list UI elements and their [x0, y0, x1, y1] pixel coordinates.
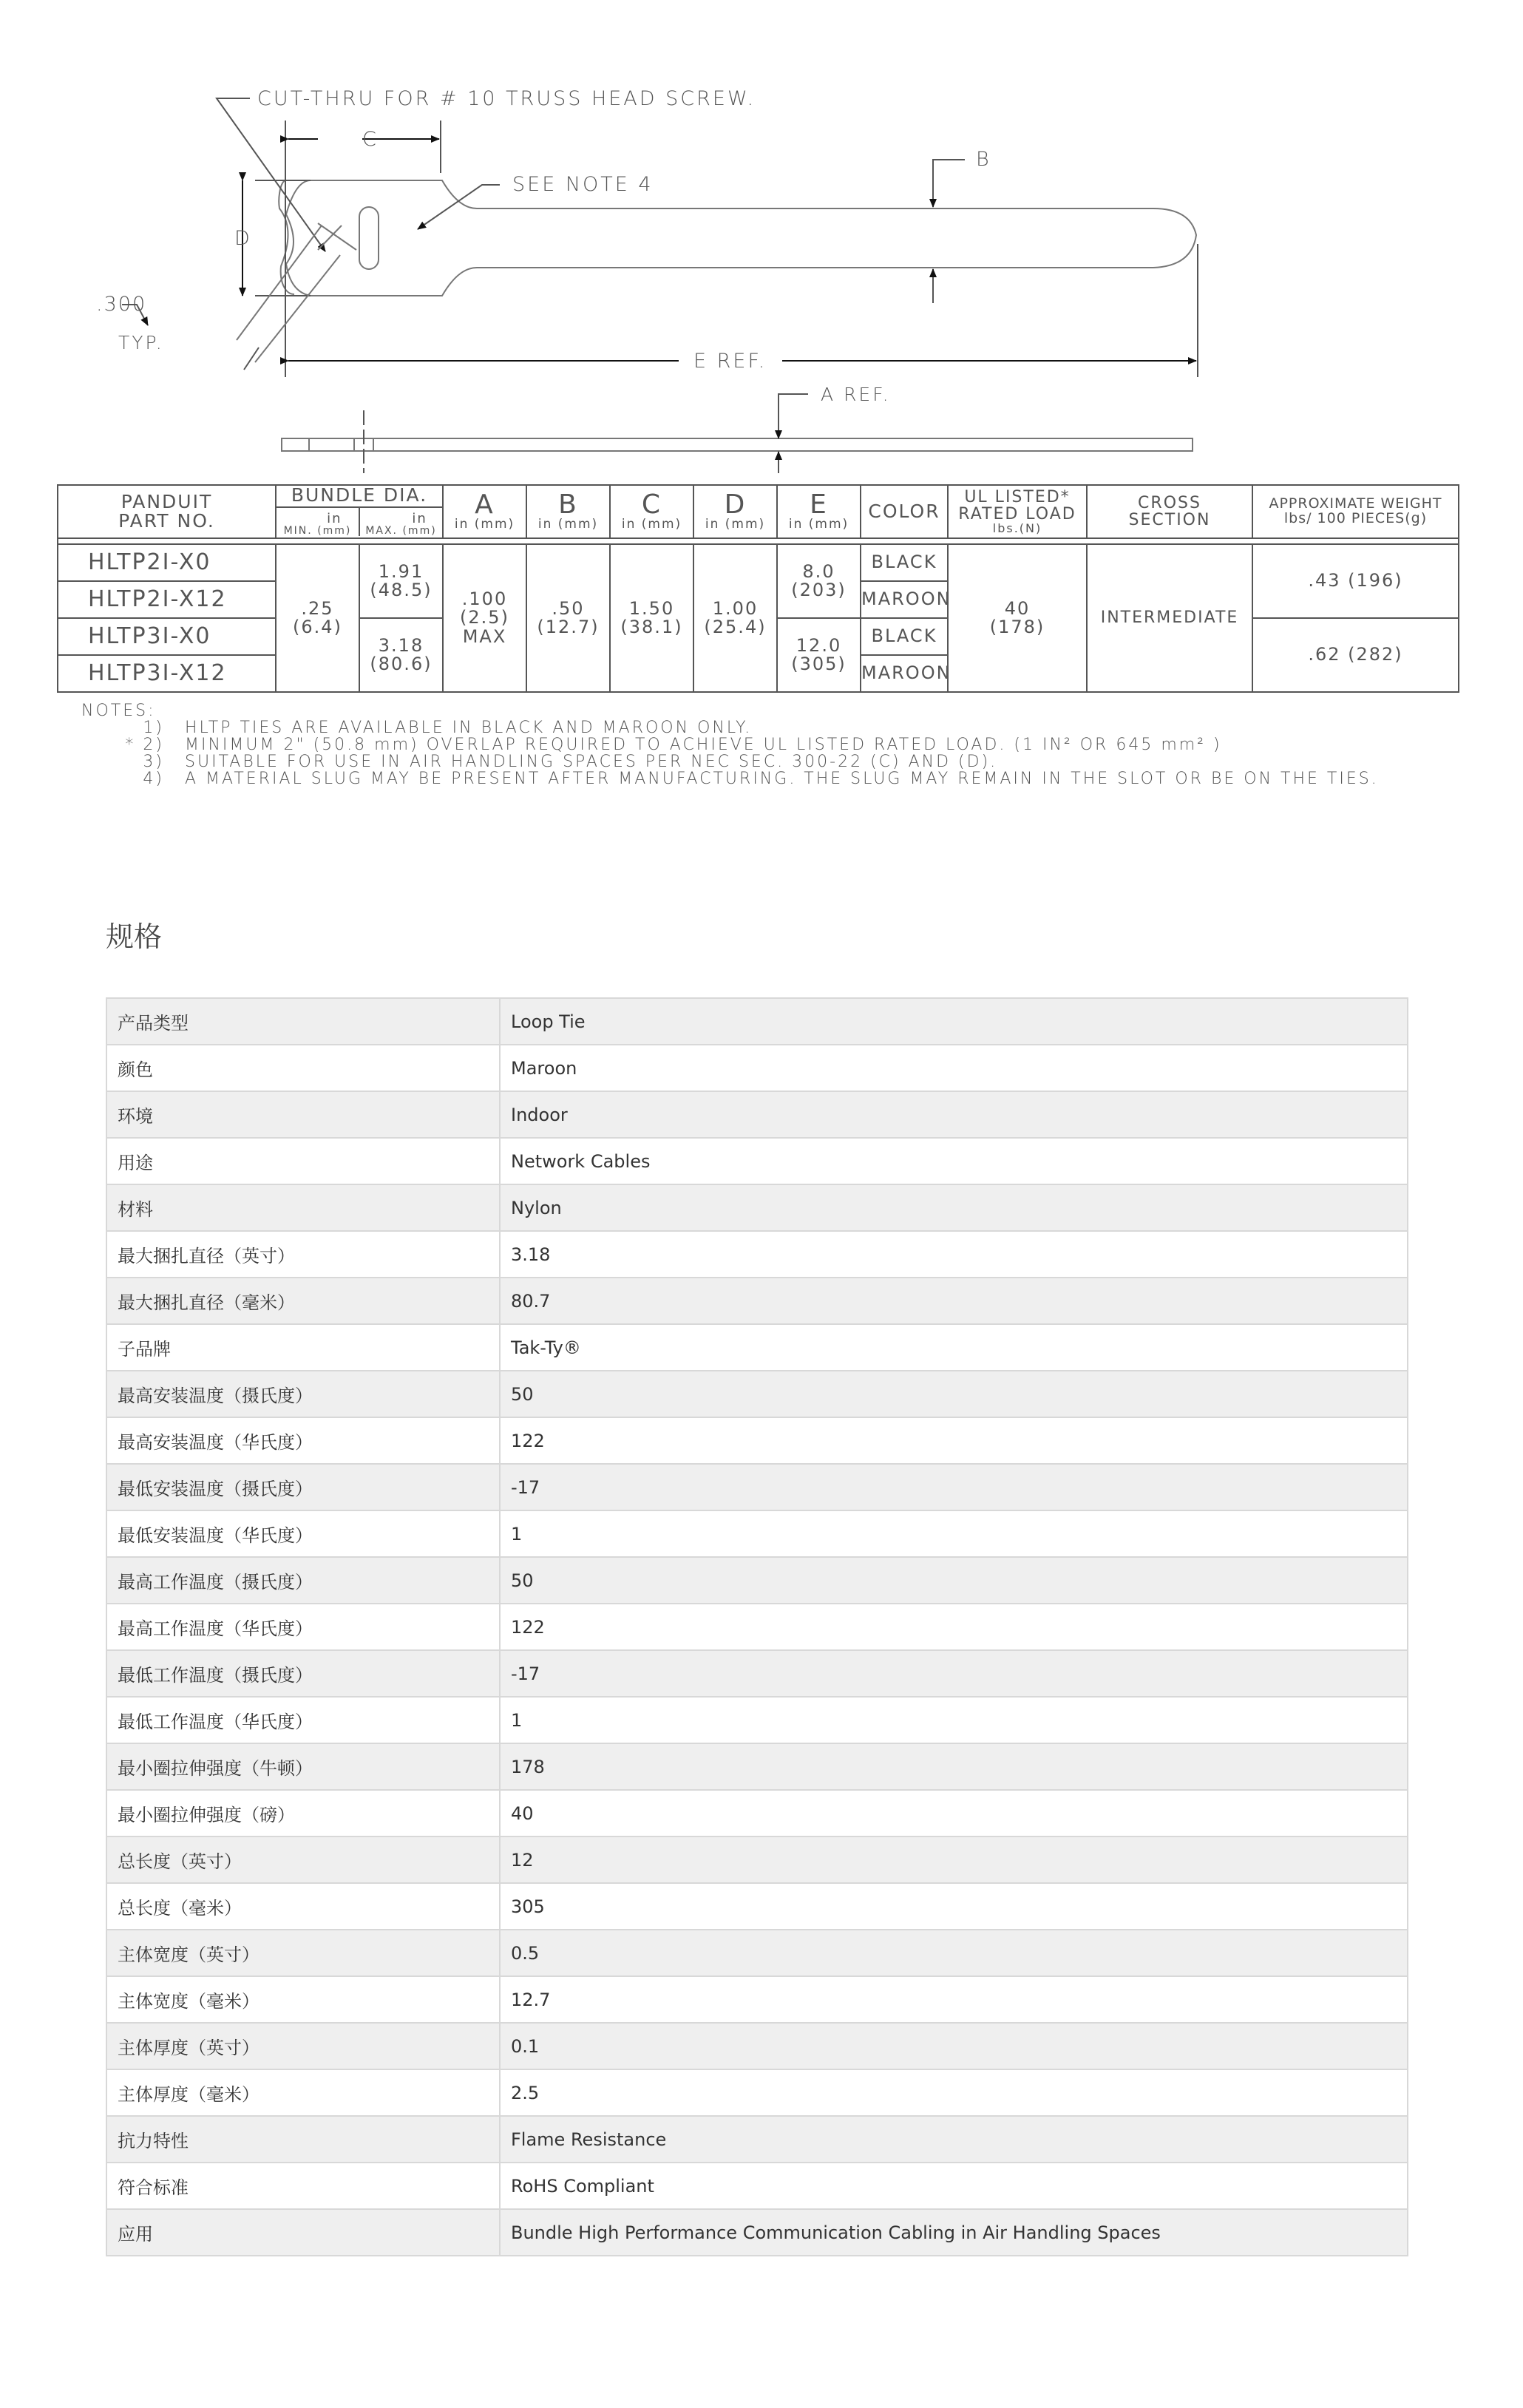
- spec-value: Loop Tie: [500, 998, 1408, 1045]
- spec-label: 颜色: [106, 1045, 500, 1091]
- spec-row: [106, 1650, 1408, 1697]
- bundle-max-value: 3.18 (80.6): [359, 618, 443, 692]
- part-dimension-table: [57, 484, 1459, 693]
- spec-label: 产品类型: [106, 998, 500, 1045]
- spec-row: [106, 1697, 1408, 1743]
- spec-row: [106, 1557, 1408, 1604]
- spec-table: [106, 997, 1408, 2256]
- spec-label: 最低安装温度（摄氏度）: [106, 1464, 500, 1510]
- header-bundle-max: MAX. in (mm): [365, 511, 437, 537]
- table-header-row: [58, 485, 1459, 538]
- spec-row: [106, 1278, 1408, 1324]
- dim-a-value: .100 (2.5) MAX: [443, 544, 526, 692]
- spec-label: 最低安装温度（华氏度）: [106, 1510, 500, 1557]
- spec-label: 最高工作温度（华氏度）: [106, 1604, 500, 1650]
- spec-value: Bundle High Performance Communication Cabling in Air Handling Spaces: [500, 2209, 1408, 2256]
- note-item: 4) A MATERIAL SLUG MAY BE PRESENT AFTER MANUFACTURING. THE SLUG MAY REMAIN IN THE SLOT OR BE ON THE TIES.: [143, 770, 1379, 788]
- spec-label: 最低工作温度（摄氏度）: [106, 1650, 500, 1697]
- drawing-notes: [81, 702, 1379, 787]
- part-number: HLTP3I-X0: [58, 618, 276, 655]
- dim-a-label: A REF.: [821, 384, 891, 405]
- weight-value: .43 (196): [1252, 544, 1459, 618]
- spec-label: 最大捆扎直径（毫米）: [106, 1278, 500, 1324]
- tie-head-outline: [257, 180, 311, 296]
- spec-value: 40: [500, 1790, 1408, 1836]
- spec-row: [106, 1417, 1408, 1464]
- dim-e-label: E REF.: [693, 350, 767, 373]
- spec-value: -17: [500, 1464, 1408, 1510]
- spec-value: 122: [500, 1417, 1408, 1464]
- header-ul-load: UL LISTED* RATED LOAD lbs.(N): [948, 485, 1087, 538]
- spec-row: [106, 1184, 1408, 1231]
- dim-c-value: 1.50 (38.1): [610, 544, 693, 692]
- spec-value: 178: [500, 1743, 1408, 1790]
- bundle-min-value: .25 (6.4): [276, 544, 359, 692]
- dim-300-label: .300: [96, 293, 147, 316]
- spec-label: 总长度（毫米）: [106, 1883, 500, 1930]
- spec-value: RoHS Compliant: [500, 2163, 1408, 2209]
- color-value: BLACK: [861, 544, 948, 581]
- spec-row: [106, 2163, 1408, 2209]
- dim-d-label: D: [234, 227, 250, 250]
- spec-label: 总长度（英寸）: [106, 1836, 500, 1883]
- tie-side-view: [282, 438, 1193, 451]
- spec-value: 12: [500, 1836, 1408, 1883]
- header-bundle-dia: BUNDLE DIA. MIN. in (mm) MAX. in (mm): [276, 485, 443, 538]
- spec-row: [106, 1743, 1408, 1790]
- spec-row: [106, 998, 1408, 1045]
- spec-value: 50: [500, 1557, 1408, 1604]
- part-number: HLTP2I-X12: [58, 581, 276, 618]
- spec-value: Tak-Ty®: [500, 1324, 1408, 1371]
- tie-slot: [359, 207, 379, 269]
- spec-label: 材料: [106, 1184, 500, 1231]
- spec-label: 最高安装温度（摄氏度）: [106, 1371, 500, 1417]
- spec-row: [106, 2209, 1408, 2256]
- spec-value: 1: [500, 1697, 1408, 1743]
- spec-row: [106, 1324, 1408, 1371]
- spec-row: [106, 1371, 1408, 1417]
- spec-row: [106, 1045, 1408, 1091]
- spec-label: 最大捆扎直径（英寸）: [106, 1231, 500, 1278]
- spec-value: 12.7: [500, 1976, 1408, 2023]
- see-note-callout: SEE NOTE 4: [512, 173, 654, 196]
- spec-label: 最低工作温度（华氏度）: [106, 1697, 500, 1743]
- header-d: D in (mm): [693, 485, 777, 538]
- spec-row: [106, 1883, 1408, 1930]
- header-c: C in (mm): [610, 485, 693, 538]
- weight-value: .62 (282): [1252, 618, 1459, 692]
- spec-section-title: 规格: [106, 920, 163, 953]
- spec-label: 最小圈拉伸强度（磅）: [106, 1790, 500, 1836]
- table-row: [58, 544, 1459, 581]
- spec-value: 1: [500, 1510, 1408, 1557]
- spec-value: 0.5: [500, 1930, 1408, 1976]
- spec-row: [106, 1930, 1408, 1976]
- spec-row: [106, 1231, 1408, 1278]
- spec-row: [106, 1138, 1408, 1184]
- spec-row: [106, 1976, 1408, 2023]
- spec-value: 0.1: [500, 2023, 1408, 2069]
- spec-label: 主体宽度（毫米）: [106, 1976, 500, 2023]
- dim-e-value: 12.0 (305): [777, 618, 861, 692]
- spec-row: [106, 1790, 1408, 1836]
- notes-title: NOTES:: [81, 702, 156, 720]
- note-item: 3) SUITABLE FOR USE IN AIR HANDLING SPACES PER NEC SEC. 300-22 (C) AND (D).: [143, 753, 998, 771]
- header-cross-section: CROSS SECTION: [1087, 485, 1252, 538]
- spec-label: 抗力特性: [106, 2116, 500, 2163]
- spec-value: 305: [500, 1883, 1408, 1930]
- part-number: HLTP2I-X0: [58, 544, 276, 581]
- spec-value: 122: [500, 1604, 1408, 1650]
- spec-label: 用途: [106, 1138, 500, 1184]
- spec-label: 主体厚度（毫米）: [106, 2069, 500, 2116]
- spec-row: [106, 2069, 1408, 2116]
- ul-load-value: 40 (178): [948, 544, 1087, 692]
- color-value: BLACK: [861, 618, 948, 655]
- dim-c-label: C: [362, 128, 376, 151]
- spec-value: Flame Resistance: [500, 2116, 1408, 2163]
- spec-value: Network Cables: [500, 1138, 1408, 1184]
- color-value: MAROON: [861, 581, 948, 618]
- dim-e-value: 8.0 (203): [777, 544, 861, 618]
- cut-thru-callout: CUT-THRU FOR # 10 TRUSS HEAD SCREW.: [257, 87, 756, 110]
- spec-label: 最高工作温度（摄氏度）: [106, 1557, 500, 1604]
- dim-b-value: .50 (12.7): [526, 544, 610, 692]
- header-part-no: PANDUIT PART NO.: [58, 485, 276, 538]
- spec-value: 80.7: [500, 1278, 1408, 1324]
- tie-outline-drawing: [0, 0, 1523, 473]
- header-b: B in (mm): [526, 485, 610, 538]
- dim-d-value: 1.00 (25.4): [693, 544, 777, 692]
- header-e: E in (mm): [777, 485, 861, 538]
- spec-value: 50: [500, 1371, 1408, 1417]
- spec-value: 2.5: [500, 2069, 1408, 2116]
- cross-section-value: INTERMEDIATE: [1087, 544, 1252, 692]
- part-number: HLTP3I-X12: [58, 655, 276, 692]
- spec-value: -17: [500, 1650, 1408, 1697]
- spec-label: 应用: [106, 2209, 500, 2256]
- spec-value: Maroon: [500, 1045, 1408, 1091]
- note-item: 1) HLTP TIES ARE AVAILABLE IN BLACK AND MAROON ONLY.: [143, 719, 753, 737]
- spec-label: 主体宽度（英寸）: [106, 1930, 500, 1976]
- spec-value: Indoor: [500, 1091, 1408, 1138]
- header-color: COLOR: [861, 485, 948, 538]
- spec-row: [106, 1836, 1408, 1883]
- header-bundle-min: MIN. in (mm): [277, 508, 360, 536]
- header-weight: APPROXIMATE WEIGHT lbs/ 100 PIECES(g): [1252, 485, 1459, 538]
- spec-row: [106, 1510, 1408, 1557]
- spec-label: 最小圈拉伸强度（牛顿）: [106, 1743, 500, 1790]
- spec-label: 符合标准: [106, 2163, 500, 2209]
- spec-label: 环境: [106, 1091, 500, 1138]
- note-item: * 2) MINIMUM 2" (50.8 mm) OVERLAP REQUIRED TO ACHIEVE UL LISTED RATED LOAD. (1 IN² OR 645 mm² ): [125, 736, 1222, 754]
- spec-label: 最高安装温度（华氏度）: [106, 1417, 500, 1464]
- bundle-max-value: 1.91 (48.5): [359, 544, 443, 618]
- spec-label: 子品牌: [106, 1324, 500, 1371]
- spec-row: [106, 2116, 1408, 2163]
- spec-label: 主体厚度（英寸）: [106, 2023, 500, 2069]
- spec-value: 3.18: [500, 1231, 1408, 1278]
- spec-row: [106, 1091, 1408, 1138]
- spec-row: [106, 2023, 1408, 2069]
- spec-row: [106, 1604, 1408, 1650]
- tie-head-top: [292, 180, 1196, 296]
- color-value: MAROON: [861, 655, 948, 692]
- dim-b-label: B: [976, 148, 989, 171]
- header-a: A in (mm): [443, 485, 526, 538]
- typ-label: TYP.: [118, 332, 164, 353]
- spec-value: Nylon: [500, 1184, 1408, 1231]
- spec-row: [106, 1464, 1408, 1510]
